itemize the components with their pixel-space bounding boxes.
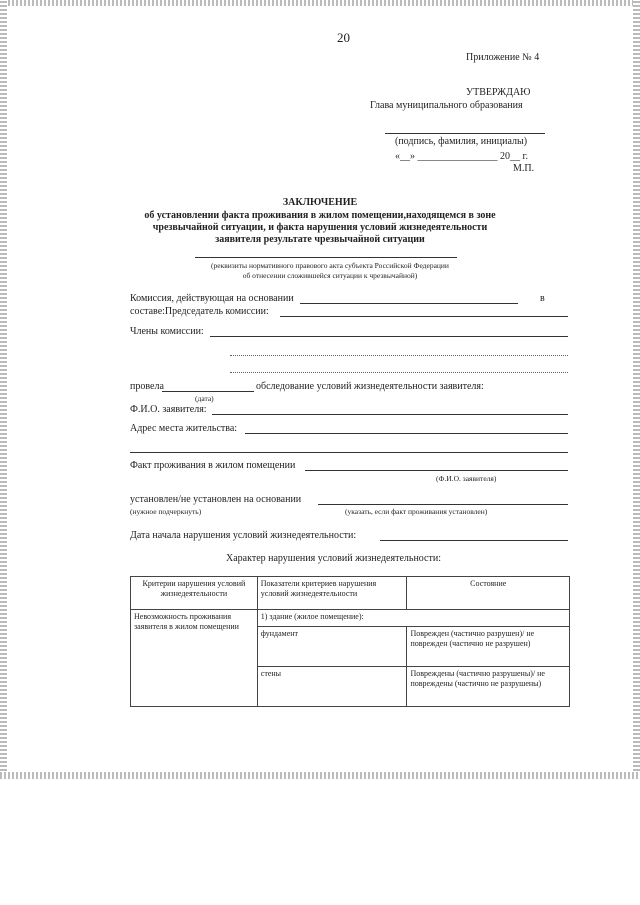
scan-edge-right — [633, 0, 640, 775]
conducted-label: провела — [130, 381, 164, 392]
table-header-row — [131, 577, 570, 610]
header-criteria: Критерии нарушения условий жизнедеятельности — [131, 577, 258, 610]
violation-date-label: Дата начала нарушения условий жизнедеятельности: — [130, 530, 357, 541]
composition-label: составе:Председатель комиссии: — [130, 306, 269, 317]
address-line-1 — [245, 433, 568, 434]
act-caption-2: об отнесении сложившейся ситуации к чрезвычайной) — [242, 271, 418, 280]
appendix-label: Приложение № 4 — [466, 52, 540, 63]
violation-date-line — [380, 540, 568, 541]
established-label: установлен/не установлен на основании — [130, 494, 302, 505]
indicator-walls: стены — [257, 667, 407, 707]
approve-head: Глава муниципального образования — [370, 100, 523, 111]
doc-subtitle-2: чрезвычайной ситуации, и факта нарушения условий жизнедеятельности — [152, 222, 488, 233]
signature-caption: (подпись, фамилия, инициалы) — [395, 136, 528, 147]
scan-edge-bottom — [0, 772, 640, 779]
page-number: 20 — [337, 30, 350, 45]
fio-line — [212, 414, 568, 415]
fio-label: Ф.И.О. заявителя: — [130, 404, 207, 415]
established-line — [318, 504, 568, 505]
commission-label: Комиссия, действующая на основании — [130, 293, 294, 304]
address-label: Адрес места жительства: — [130, 423, 238, 434]
doc-title: ЗАКЛЮЧЕНИЕ — [282, 197, 358, 208]
indicator-foundation: фундамент — [257, 627, 407, 667]
scan-edge-top — [0, 0, 640, 6]
address-line-2 — [130, 452, 568, 453]
indicator-building: 1) здание (жилое помещение): — [257, 610, 569, 627]
members-label: Члены комиссии: — [130, 326, 204, 337]
chairman-line — [280, 316, 568, 317]
fio-caption: (Ф.И.О. заявителя) — [436, 474, 497, 483]
members-line-1 — [210, 336, 568, 337]
members-line-2 — [230, 355, 568, 356]
header-state: Состояние — [407, 577, 570, 610]
date-caption: (дата) — [195, 394, 214, 403]
underline-caption: (нужное подчеркнуть) — [130, 507, 202, 516]
residence-fact-line — [305, 470, 568, 471]
signature-line — [385, 133, 545, 134]
approve-date: «__» ________________ 20__ г. — [395, 151, 528, 162]
criteria-table — [130, 576, 570, 707]
indicate-caption: (указать, если факт проживания установлен) — [345, 507, 488, 516]
state-walls: Повреждены (частично разрушены)/ не повреждены (частично не разрушены) — [407, 667, 570, 707]
act-caption-1: (реквизиты нормативного правового акта субъекта Российской Федерации — [211, 261, 449, 270]
survey-date-line — [162, 391, 254, 392]
header-indicators: Показатели критериев нарушения условий жизнедеятельности — [257, 577, 407, 610]
state-foundation: Поврежден (частично разрушен)/ не поврежден (частично не разрушен) — [407, 627, 570, 667]
members-line-3 — [230, 372, 568, 373]
act-line — [195, 257, 457, 258]
commission-in-suffix: в — [540, 293, 545, 304]
survey-label: обследование условий жизнедеятельности заявителя: — [256, 381, 484, 392]
residence-fact-label: Факт проживания в жилом помещении — [130, 460, 296, 471]
doc-subtitle-3: заявителя результате чрезвычайной ситуации — [215, 234, 425, 245]
doc-subtitle-1: об установлении факта проживания в жилом помещении,находящемся в зоне — [144, 210, 496, 221]
commission-basis-line — [300, 303, 518, 304]
approve-title: УТВЕРЖДАЮ — [466, 87, 531, 98]
scan-edge-left — [0, 0, 7, 775]
seal-label: М.П. — [513, 163, 535, 174]
criterion-cell: Невозможность проживания заявителя в жилом помещении — [131, 610, 258, 707]
table-heading: Характер нарушения условий жизнедеятельности: — [226, 553, 441, 564]
table-row — [131, 610, 570, 627]
